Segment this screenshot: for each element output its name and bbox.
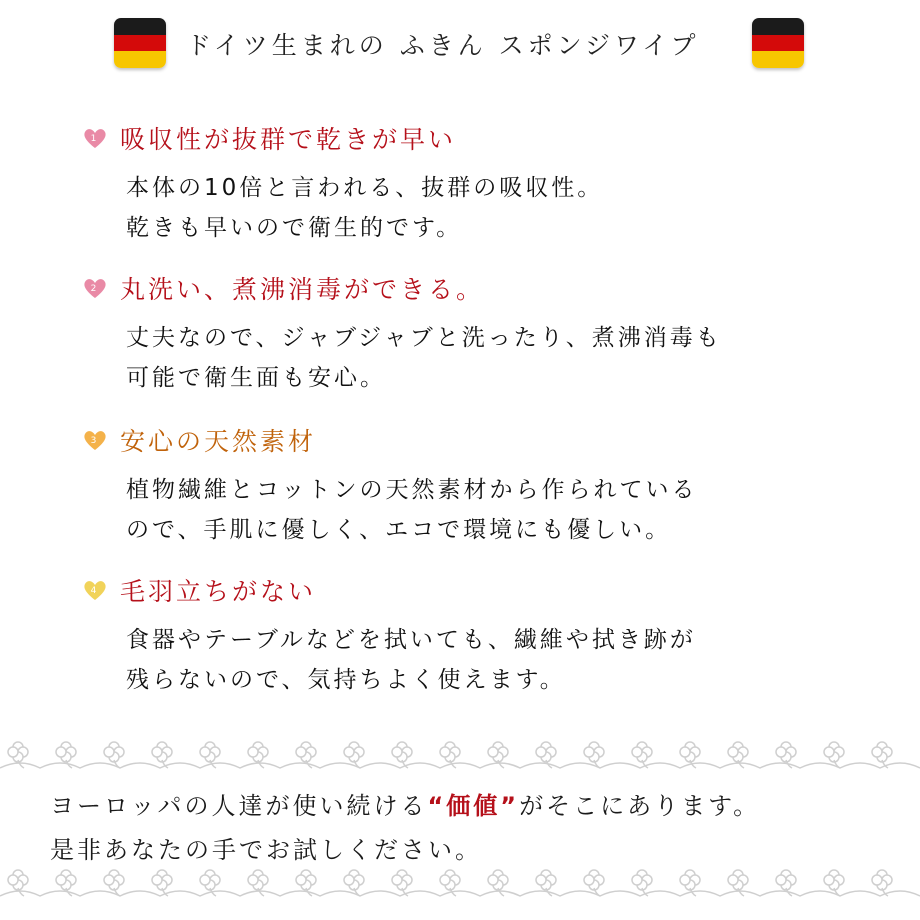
german-flag-left-icon xyxy=(114,18,166,68)
flower-border-bottom xyxy=(0,866,920,906)
svg-text:1: 1 xyxy=(90,134,100,144)
feature-line: 残らないので、気持ちよく使えます。 xyxy=(126,667,566,693)
feature-line: 丈夫なので、ジャブジャブと洗ったり、煮沸消毒も xyxy=(126,325,722,351)
feature-line: 本体の10倍と言われる、抜群の吸収性。 xyxy=(126,175,604,201)
closing-line-1 xyxy=(50,784,890,828)
svg-text:3: 3 xyxy=(90,436,100,446)
feature-line: 乾きも早いので衛生的です。 xyxy=(126,215,463,241)
feature-section-lint-free xyxy=(82,572,882,700)
feature-section-absorbency xyxy=(82,120,882,248)
feature-line: ので、手肌に優しく、エコで環境にも優しい。 xyxy=(126,517,672,543)
feature-line: 可能で衛生面も安心。 xyxy=(126,365,386,391)
feature-heading-text: 吸収性が抜群で乾きが早い xyxy=(120,125,457,154)
feature-heading xyxy=(82,270,882,306)
feature-section-washable xyxy=(82,270,882,398)
feature-heading-text: 丸洗い、煮沸消毒ができる。 xyxy=(120,275,485,304)
svg-text:2: 2 xyxy=(90,284,100,294)
closing-line-2: 是非あなたの手でお試しください。 xyxy=(50,836,482,864)
feature-heading xyxy=(82,572,882,608)
closing-message xyxy=(50,784,890,872)
heart-1-icon xyxy=(82,125,108,151)
closing-text: がそこにあります。 xyxy=(519,792,761,820)
feature-heading-text: 毛羽立ちがない xyxy=(120,577,317,606)
heart-2-icon xyxy=(82,275,108,301)
closing-emphasis: “価値” xyxy=(427,792,520,820)
heart-3-icon xyxy=(82,427,108,453)
heart-4-icon xyxy=(82,577,108,603)
vine-line xyxy=(0,763,920,768)
feature-heading-text: 安心の天然素材 xyxy=(120,427,317,456)
feature-section-natural xyxy=(82,422,882,550)
feature-heading xyxy=(82,120,882,156)
feature-description xyxy=(126,620,882,700)
feature-description xyxy=(126,168,882,248)
svg-text:4: 4 xyxy=(90,586,100,596)
feature-line: 食器やテーブルなどを拭いても、繊維や拭き跡が xyxy=(126,627,696,653)
page-title: ドイツ生まれの ふきん スポンジワイプ xyxy=(186,31,700,60)
feature-heading xyxy=(82,422,882,458)
flower-border-top xyxy=(0,738,920,778)
closing-text: ヨーロッパの人達が使い続ける xyxy=(50,792,428,820)
feature-description xyxy=(126,318,882,398)
german-flag-right-icon xyxy=(752,18,804,68)
feature-description xyxy=(126,470,882,550)
vine-line xyxy=(0,891,920,896)
feature-line: 植物繊維とコットンの天然素材から作られている xyxy=(126,477,698,503)
